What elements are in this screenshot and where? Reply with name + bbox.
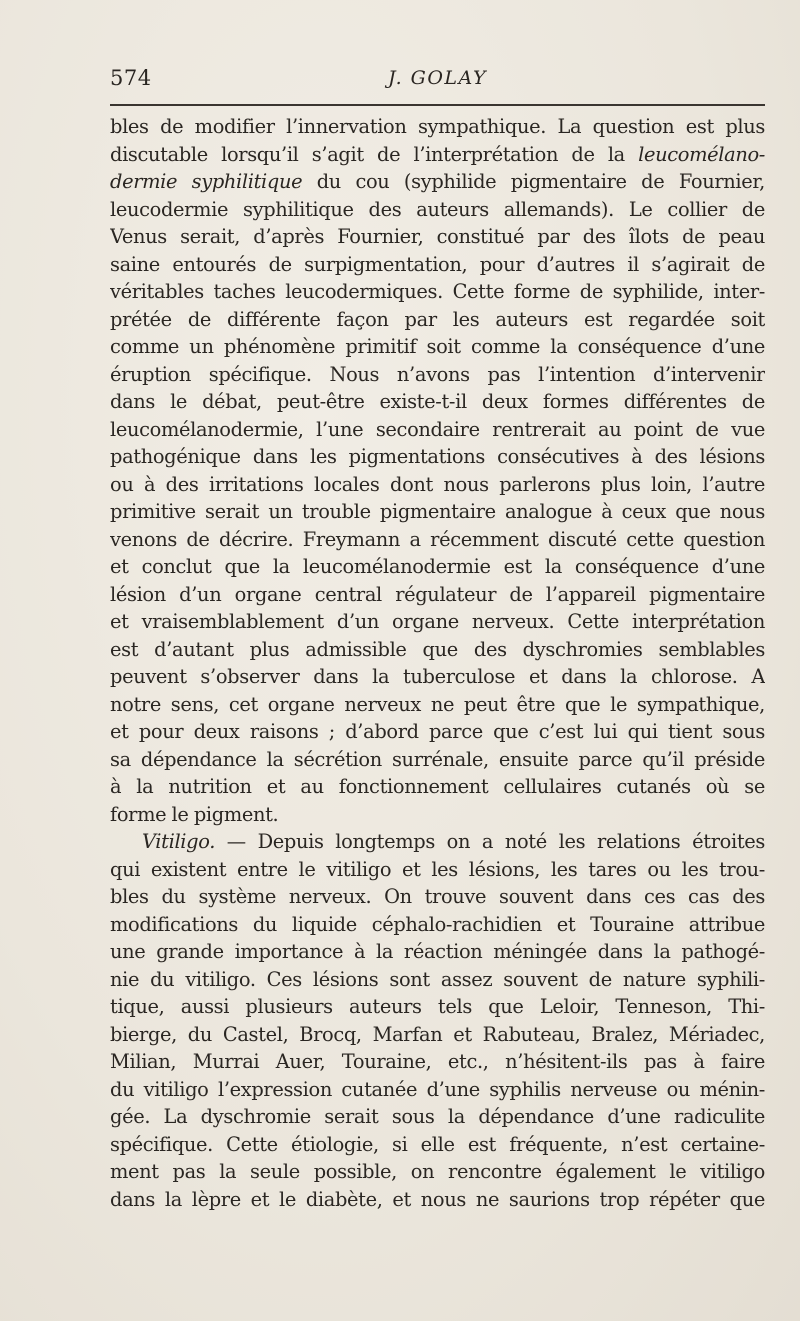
text-line: Venus serait, d’après Fournier, constitué par des îlots de peau — [110, 225, 765, 248]
text-line: tique, aussi plusieurs auteurs tels que Leloir, Tenneson, Thi- — [110, 995, 765, 1018]
text-line: peuvent s’observer dans la tuberculose et dans la chlorose. A — [110, 665, 765, 688]
text-line: venons de décrire. Freymann a récemment discuté cette question — [110, 527, 765, 551]
text-line: ment pas la seule possible, on rencontre également le vitiligo — [110, 1160, 765, 1183]
text-line: pathogénique dans les pigmentations consécutives à des lésions — [110, 445, 765, 468]
text-line: à la nutrition et au fonctionnement cellulaires cutanés où se — [110, 775, 765, 798]
text-line: modifications du liquide céphalo-rachidien et Touraine attribue — [110, 912, 765, 936]
text-line: leucomélanodermie, l’une secondaire rentrerait au point de vue — [110, 417, 765, 441]
text-line: et pour deux raisons ; d’abord parce que c’est lui qui tient sous — [110, 720, 765, 743]
text-line: dermie syphilitique du cou (syphilide pigmentaire de Fournier, — [110, 170, 765, 193]
text-line: véritables taches leucodermiques. Cette forme de syphilide, inter- — [110, 280, 765, 303]
text-line: leucodermie syphilitique des auteurs allemands). Le collier de — [110, 197, 765, 221]
text-line: sa dépendance la sécrétion surrénale, ensuite parce qu’il préside — [110, 747, 765, 771]
text-line: gée. La dyschromie serait sous la dépendance d’une radiculite — [110, 1105, 765, 1128]
section-title-vitiligo: Vitiligo. — [142, 830, 216, 853]
text-line: discutable lorsqu’il s’agit de l’interprétation de la leucomélano- — [110, 142, 765, 166]
body-text — [110, 113, 765, 1213]
text-line: bles du système nerveux. On trouve souvent dans ces cas des — [110, 885, 765, 908]
text-line: dans la lèpre et le diabète, et nous ne saurions trop répéter que — [110, 1187, 765, 1211]
text-line: notre sens, cet organe nerveux ne peut être que le sympathique, — [110, 692, 765, 716]
text-line: une grande importance à la réaction méningée dans la pathogé- — [110, 940, 765, 963]
text-line: lésion d’un organe central régulateur de l’appareil pigmentaire — [110, 582, 765, 606]
text-line: qui existent entre le vitiligo et les lésions, les tares ou les trou- — [110, 857, 765, 881]
text-line: dans le débat, peut-être existe-t-il deux formes différentes de — [110, 390, 765, 413]
text-line: Milian, Murrai Auer, Touraine, etc., n’hésitent-ils pas à faire — [110, 1050, 765, 1073]
text-line: bles de modifier l’innervation sympathique. La question est plus — [110, 115, 765, 138]
running-head — [110, 66, 765, 96]
text-line: forme le pigment. — [110, 802, 279, 826]
italic-term: dermie syphilitique — [110, 170, 303, 193]
text-line: est d’autant plus admissible que des dyschromies semblables — [110, 637, 765, 661]
text-line: saine entourés de surpigmentation, pour d’autres il s’agirait de — [110, 252, 765, 276]
text-line: prétée de différente façon par les auteurs est regardée soit — [110, 307, 765, 331]
italic-term: leucomélano- — [638, 142, 765, 166]
text-line: Vitiligo. — Depuis longtemps on a noté les relations étroites — [142, 830, 765, 853]
text-line: bierge, du Castel, Brocq, Marfan et Rabuteau, Bralez, Mériadec, — [110, 1022, 765, 1046]
text-line: du vitiligo l’expression cutanée d’une syphilis nerveuse ou ménin- — [110, 1077, 765, 1101]
text-line: nie du vitiligo. Ces lésions sont assez souvent de nature syphili- — [110, 967, 765, 991]
text-line: et vraisemblablement d’un organe nerveux. Cette interprétation — [110, 610, 765, 633]
text-line: ou à des irritations locales dont nous parlerons plus loin, l’autre — [110, 472, 765, 496]
page-number: 574 — [110, 66, 152, 90]
text-line: éruption spécifique. Nous n’avons pas l’intention d’intervenir — [110, 362, 765, 386]
text-line: et conclut que la leucomélanodermie est la conséquence d’une — [110, 555, 765, 578]
text-line: primitive serait un trouble pigmentaire analogue à ceux que nous — [110, 500, 765, 523]
text-line: spécifique. Cette étiologie, si elle est fréquente, n’est certaine- — [110, 1132, 765, 1156]
text-line: comme un phénomène primitif soit comme la conséquence d’une — [110, 335, 765, 358]
running-title: J. GOLAY — [387, 67, 488, 89]
header-rule — [110, 104, 765, 106]
